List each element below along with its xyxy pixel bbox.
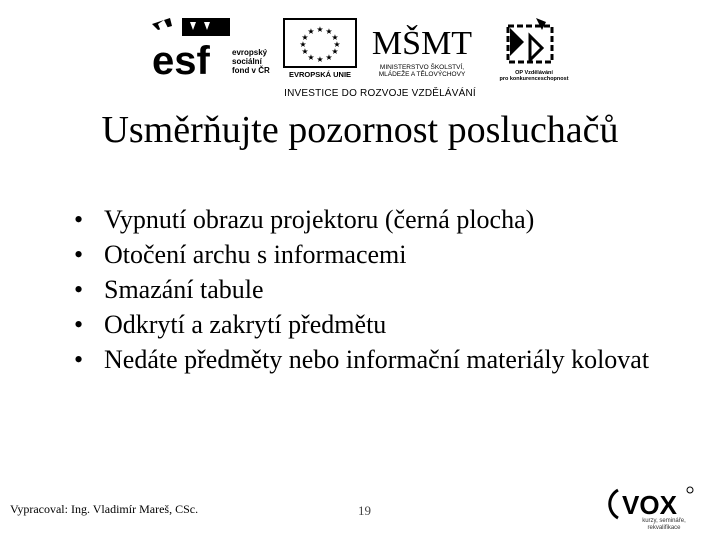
msmt-mark-icon	[362, 16, 482, 64]
op-line-2: pro konkurenceschopnost	[499, 76, 569, 82]
bullet-icon: •	[74, 275, 84, 304]
vox-tagline	[632, 518, 696, 531]
list-item	[70, 239, 690, 271]
esf-wordmark	[232, 48, 270, 75]
esf-line-1: evropský	[232, 48, 268, 57]
svg-text:★: ★	[307, 27, 315, 36]
list-item	[70, 309, 690, 341]
svg-text:★: ★	[331, 33, 339, 42]
op-logo	[488, 16, 580, 82]
esf-line-2: sociální	[232, 57, 262, 66]
list-item-text: Nedáte předměty nebo informační materiály kolovat	[104, 345, 650, 374]
svg-text:★: ★	[325, 53, 333, 62]
bullet-icon: •	[74, 205, 84, 234]
list-item-text: Odkrytí a zakrytí předmětu	[104, 310, 387, 339]
bullet-icon: •	[74, 310, 84, 339]
eu-label: EVROPSKÁ UNIE	[288, 70, 352, 79]
vox-logo	[608, 482, 698, 530]
footer-author: Vypracoval: Ing. Vladimír Mareš, CSc.	[10, 502, 199, 516]
svg-text:★: ★	[301, 33, 309, 42]
vox-mark-icon	[608, 482, 698, 522]
svg-text:★: ★	[331, 47, 339, 56]
svg-text:★: ★	[301, 47, 309, 56]
investment-tagline: INVESTICE DO ROZVOJE VZDĚLÁVÁNÍ	[284, 88, 476, 99]
svg-text:★: ★	[307, 53, 315, 62]
svg-text:★: ★	[316, 25, 324, 34]
op-mark-icon	[488, 16, 580, 70]
svg-text:esf: esf	[152, 39, 210, 78]
list-item-text: Vypnutí obrazu projektoru (černá plocha)	[104, 205, 535, 234]
list-item	[70, 344, 690, 376]
vox-tagline-2: rekvalifikace	[647, 524, 681, 531]
svg-text:★: ★	[299, 40, 307, 49]
svg-text:★: ★	[333, 40, 341, 49]
eu-logo	[283, 18, 357, 82]
bullet-icon: •	[74, 240, 84, 269]
msmt-wordmark	[362, 64, 482, 78]
list-item-text: Otočení archu s informacemi	[104, 240, 407, 269]
svg-text:★: ★	[316, 55, 324, 64]
header-logo-strip	[150, 14, 580, 104]
svg-text:MŠMT: MŠMT	[371, 25, 473, 62]
svg-text:VOX: VOX	[622, 490, 677, 520]
op-wordmark	[488, 70, 580, 82]
bullet-list	[70, 204, 690, 379]
svg-text:★: ★	[325, 27, 333, 36]
bullet-icon: •	[74, 345, 84, 374]
msmt-line-1: MINISTERSTVO ŠKOLSTVÍ,	[379, 64, 465, 71]
msmt-line-2: MLÁDEŽE A TĚLOVÝCHOVY	[378, 71, 466, 78]
eu-flag-icon	[283, 18, 357, 68]
list-item	[70, 274, 690, 306]
list-item	[70, 204, 690, 236]
esf-mark-icon	[150, 16, 230, 78]
msmt-logo	[362, 16, 482, 82]
page-number: 19	[358, 503, 371, 518]
esf-logo	[150, 16, 278, 80]
esf-line-3: fond v ČR	[232, 66, 270, 75]
op-line-1: OP Vzdělávání	[515, 70, 553, 76]
vox-tagline-1: kurzy, semináře,	[642, 518, 686, 524]
slide-title: Usměrňujte pozornost posluchačů	[101, 109, 619, 151]
list-item-text: Smazání tabule	[104, 275, 264, 304]
